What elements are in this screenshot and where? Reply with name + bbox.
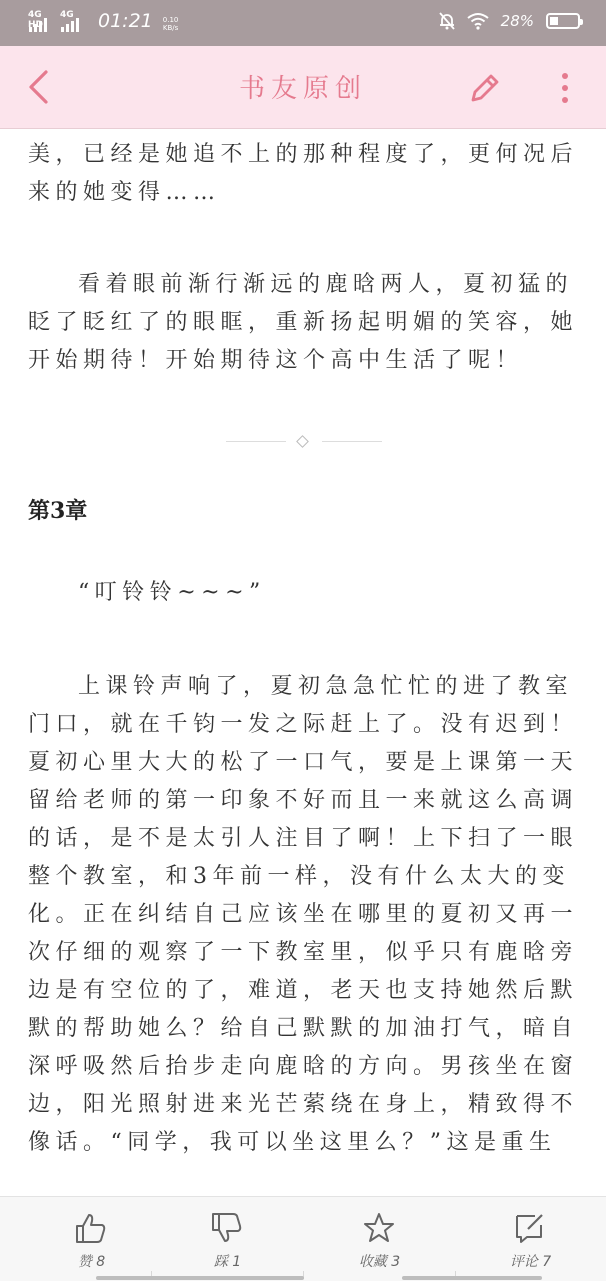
network-type-1: 4G HD [28, 10, 44, 30]
status-right [439, 12, 580, 30]
signal-icon-2 [60, 10, 86, 32]
reading-area[interactable] [0, 128, 606, 1196]
page-title: 书友原创 [238, 74, 367, 104]
dislike-button[interactable] [152, 1197, 303, 1281]
text-line: 开始期待！开始期待这个高中生活了呢！ [28, 348, 524, 373]
status-bar [0, 0, 606, 46]
more-vertical-icon[interactable] [552, 70, 578, 106]
thumbs-up-icon [74, 1211, 108, 1245]
text-line: 像话。“同学，我可以坐这里么？”这是重生 [28, 1130, 557, 1155]
diamond-icon [296, 435, 309, 448]
battery-icon [546, 13, 580, 29]
text-line: 上课铃声响了，夏初急急忙忙的进了教室 [28, 674, 573, 699]
signal-icon-1 [28, 10, 54, 32]
text-line: 来的她变得…… [28, 180, 221, 205]
favorite-button[interactable] [304, 1197, 455, 1281]
paragraph [28, 266, 584, 380]
network-speed [163, 16, 179, 32]
text-line: 边，阳光照射进来光芒萦绕在身上，精致得不 [28, 1092, 579, 1117]
text-line: 看着眼前渐行渐远的鹿晗两人，夏初猛的 [28, 272, 573, 297]
star-icon [362, 1211, 396, 1245]
like-button[interactable] [16, 1197, 167, 1281]
speed-unit: KB/s [162, 24, 179, 32]
section-divider [0, 432, 606, 452]
paragraph: “叮铃铃~~~” [28, 580, 266, 605]
text-line: 门口，就在千钧一发之际赶上了。没有迟到！ [28, 712, 579, 737]
text-line: 边是有空位的了，难道，老天也支持她然后默 [28, 978, 579, 1003]
app-header [0, 46, 606, 129]
text-line: 美，已经是她追不上的那种程度了，更何况后 [28, 142, 579, 167]
wifi-icon [467, 12, 489, 30]
speed-value: 0.10 [162, 16, 179, 24]
paragraph [28, 136, 584, 212]
comment-count: 评论 7 [509, 1254, 552, 1270]
comment-edit-icon [513, 1211, 547, 1245]
text-line: 化。正在纠结自己应该坐在哪里的夏初又再一 [28, 902, 579, 927]
thumbs-down-icon [210, 1211, 244, 1245]
chapter-title: 第3章 [28, 498, 88, 524]
nav-indicator [96, 1276, 304, 1280]
battery-percent: 28% [500, 12, 534, 30]
paragraph [28, 668, 584, 1162]
favorite-count: 收藏 3 [358, 1254, 401, 1270]
clock: 01:21 [98, 10, 153, 32]
like-count: 赞 8 [77, 1254, 106, 1270]
status-left [28, 10, 178, 32]
text-line: 留给老师的第一印象不好而且一来就这么高调 [28, 788, 579, 813]
bottom-action-bar [0, 1196, 606, 1281]
network-type-2: 4G [60, 10, 74, 20]
mute-bell-icon [439, 12, 455, 30]
text-line: 夏初心里大大的松了一口气，要是上课第一天 [28, 750, 579, 775]
text-line: 次仔细的观察了一下教室里，似乎只有鹿晗旁 [28, 940, 579, 965]
text-line: 整个教室，和3年前一样，没有什么太大的变 [28, 864, 570, 889]
pencil-icon[interactable] [467, 70, 503, 106]
text-line: 深呼吸然后抬步走向鹿晗的方向。男孩坐在窗 [28, 1054, 579, 1079]
text-line: 眨了眨红了的眼眶，重新扬起明媚的笑容，她 [28, 310, 579, 335]
nav-indicator [402, 1276, 542, 1280]
text-line: 默的帮助她么？给自己默默的加油打气，暗自 [28, 1016, 579, 1041]
comment-button[interactable] [455, 1197, 606, 1281]
text-line: 的话，是不是太引人注目了啊！上下扫了一眼 [28, 826, 579, 851]
dislike-count: 踩 1 [213, 1254, 242, 1270]
